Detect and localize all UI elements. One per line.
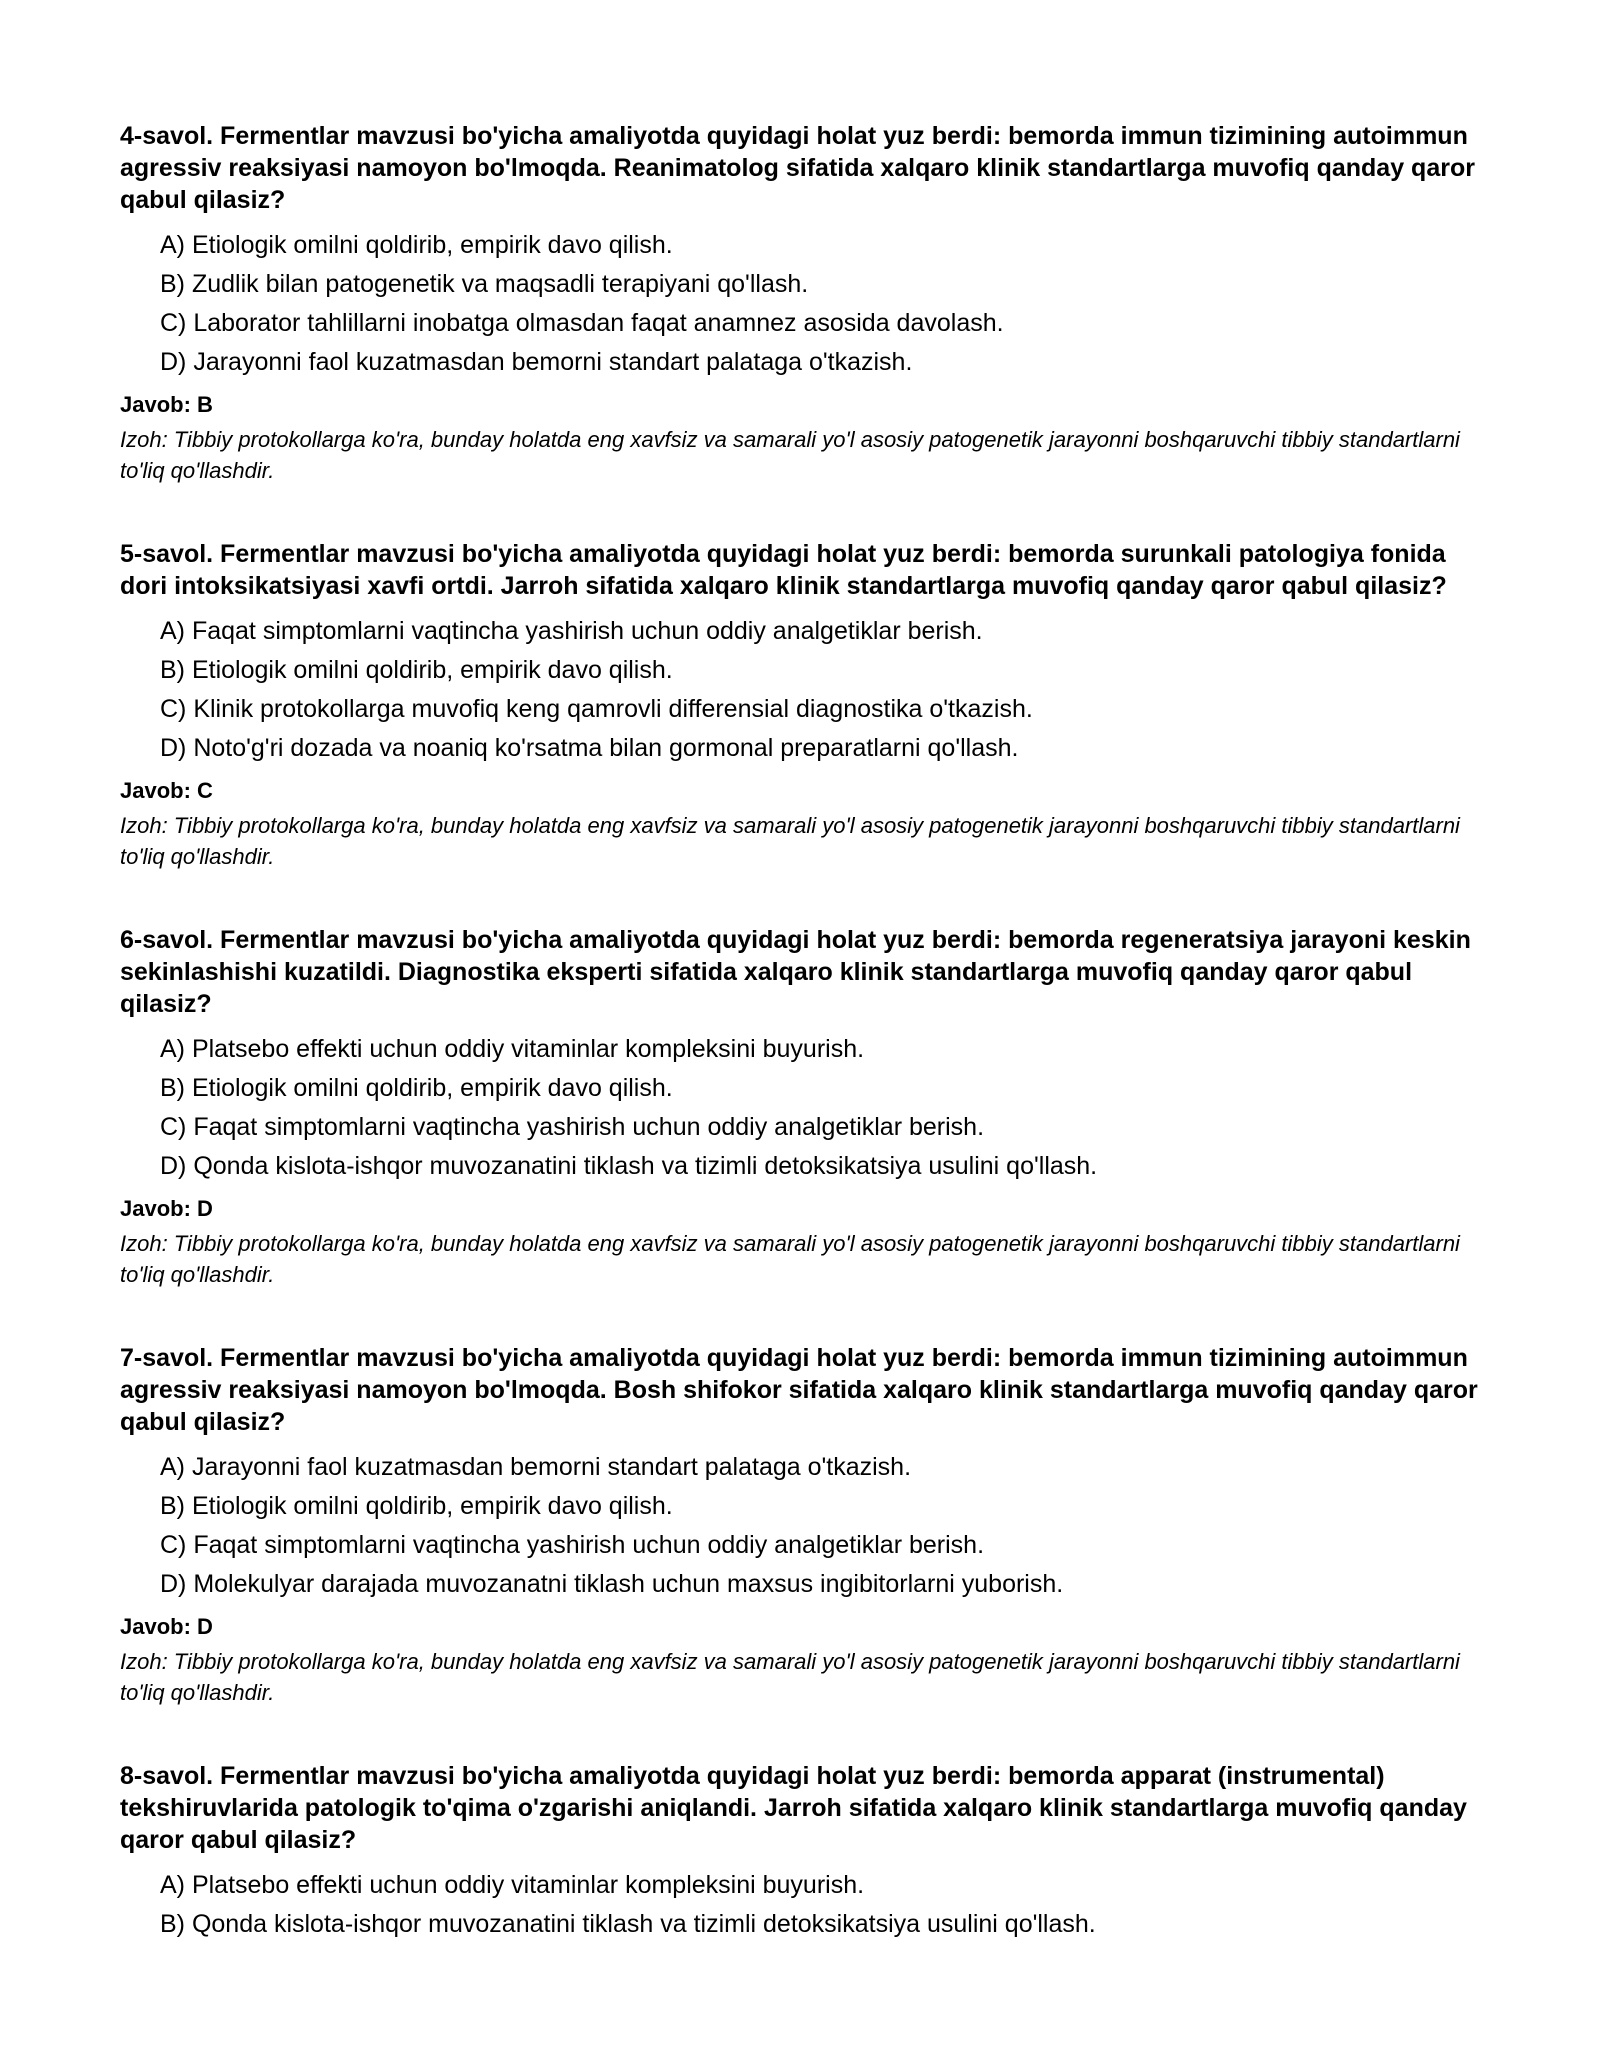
answer-label: Javob: D bbox=[120, 1196, 213, 1221]
option-a: A) Etiologik omilni qoldirib, empirik davo qilish. bbox=[160, 231, 673, 259]
option-b: B) Etiologik omilni qoldirib, empirik davo qilish. bbox=[160, 656, 673, 684]
option-b: B) Qonda kislota-ishqor muvozanatini tiklash va tizimli detoksikatsiya usulini qo'llash. bbox=[160, 1910, 1096, 1938]
option-b: B) Etiologik omilni qoldirib, empirik davo qilish. bbox=[160, 1492, 673, 1520]
answer-label: Javob: D bbox=[120, 1614, 213, 1639]
option-a: A) Platsebo effekti uchun oddiy vitaminlar kompleksini buyurish. bbox=[160, 1871, 865, 1899]
question-text: 8-savol. Fermentlar mavzusi bo'yicha amaliyotda quyidagi holat yuz berdi: bemorda apparat (instrumental) tekshiruvlarida patologik to'qima o'zgarishi aniqlandi. Jarroh sifatida xalqaro klinik standartlarga muvofiq qanday qaror qabul qilasiz? bbox=[120, 1762, 1467, 1854]
option-c: C) Laborator tahlillarni inobatga olmasdan faqat anamnez asosida davolash. bbox=[160, 309, 1004, 337]
document-page bbox=[120, 120, 1480, 1996]
option-b: B) Etiologik omilni qoldirib, empirik davo qilish. bbox=[160, 1074, 673, 1102]
explanation-note: Izoh: Tibbiy protokollarga ko'ra, bunday holatda eng xavfsiz va samarali yo'l asosiy patogenetik jarayonni boshqaruvchi tibbiy standartlarni to'liq qo'llashdir. bbox=[120, 427, 1460, 483]
options-list bbox=[120, 1030, 1480, 1186]
answer-label: Javob: B bbox=[120, 392, 213, 417]
question-block bbox=[120, 538, 1480, 872]
question-text: 7-savol. Fermentlar mavzusi bo'yicha amaliyotda quyidagi holat yuz berdi: bemorda immun tizimining autoimmun agressiv reaksiyasi namoyon bo'lmoqda. Bosh shifokor sifatida xalqaro klinik standartlarga muvofiq qanday qaror qabul qilasiz? bbox=[120, 1344, 1478, 1436]
options-list bbox=[120, 1866, 1480, 1944]
option-d: D) Jarayonni faol kuzatmasdan bemorni standart palataga o'tkazish. bbox=[160, 348, 913, 376]
question-text: 6-savol. Fermentlar mavzusi bo'yicha amaliyotda quyidagi holat yuz berdi: bemorda regeneratsiya jarayoni keskin sekinlashishi kuzatildi. Diagnostika eksperti sifatida xalqaro klinik standartlarga muvofiq qanday qaror qabul qilasiz? bbox=[120, 926, 1471, 1018]
explanation-note: Izoh: Tibbiy protokollarga ko'ra, bunday holatda eng xavfsiz va samarali yo'l asosiy patogenetik jarayonni boshqaruvchi tibbiy standartlarni to'liq qo'llashdir. bbox=[120, 1649, 1460, 1705]
option-c: C) Faqat simptomlarni vaqtincha yashirish uchun oddiy analgetiklar berish. bbox=[160, 1531, 985, 1559]
options-list bbox=[120, 1448, 1480, 1604]
explanation-note: Izoh: Tibbiy protokollarga ko'ra, bunday holatda eng xavfsiz va samarali yo'l asosiy patogenetik jarayonni boshqaruvchi tibbiy standartlarni to'liq qo'llashdir. bbox=[120, 813, 1460, 869]
option-a: A) Platsebo effekti uchun oddiy vitaminlar kompleksini buyurish. bbox=[160, 1035, 865, 1063]
option-a: A) Jarayonni faol kuzatmasdan bemorni standart palataga o'tkazish. bbox=[160, 1453, 912, 1481]
option-c: C) Klinik protokollarga muvofiq keng qamrovli differensial diagnostika o'tkazish. bbox=[160, 695, 1033, 723]
question-text: 5-savol. Fermentlar mavzusi bo'yicha amaliyotda quyidagi holat yuz berdi: bemorda surunkali patologiya fonida dori intoksikatsiyasi xavfi ortdi. Jarroh sifatida xalqaro klinik standartlarga muvofiq qanday qaror qabul qilasiz? bbox=[120, 540, 1447, 600]
options-list bbox=[120, 226, 1480, 382]
question-block bbox=[120, 1760, 1480, 1944]
question-block bbox=[120, 120, 1480, 486]
option-d: D) Noto'g'ri dozada va noaniq ko'rsatma bilan gormonal preparatlarni qo'llash. bbox=[160, 734, 1019, 762]
option-d: D) Molekulyar darajada muvozanatni tiklash uchun maxsus ingibitorlarni yuborish. bbox=[160, 1570, 1064, 1598]
question-block bbox=[120, 924, 1480, 1290]
option-b: B) Zudlik bilan patogenetik va maqsadli terapiyani qo'llash. bbox=[160, 270, 809, 298]
options-list bbox=[120, 612, 1480, 768]
option-d: D) Qonda kislota-ishqor muvozanatini tiklash va tizimli detoksikatsiya usulini qo'llash. bbox=[160, 1152, 1098, 1180]
explanation-note: Izoh: Tibbiy protokollarga ko'ra, bunday holatda eng xavfsiz va samarali yo'l asosiy patogenetik jarayonni boshqaruvchi tibbiy standartlarni to'liq qo'llashdir. bbox=[120, 1231, 1460, 1287]
option-c: C) Faqat simptomlarni vaqtincha yashirish uchun oddiy analgetiklar berish. bbox=[160, 1113, 985, 1141]
option-a: A) Faqat simptomlarni vaqtincha yashirish uchun oddiy analgetiklar berish. bbox=[160, 617, 983, 645]
question-text: 4-savol. Fermentlar mavzusi bo'yicha amaliyotda quyidagi holat yuz berdi: bemorda immun tizimining autoimmun agressiv reaksiyasi namoyon bo'lmoqda. Reanimatolog sifatida xalqaro klinik standartlarga muvofiq qanday qaror qabul qilasiz? bbox=[120, 122, 1475, 214]
question-block bbox=[120, 1342, 1480, 1708]
answer-label: Javob: C bbox=[120, 778, 213, 803]
